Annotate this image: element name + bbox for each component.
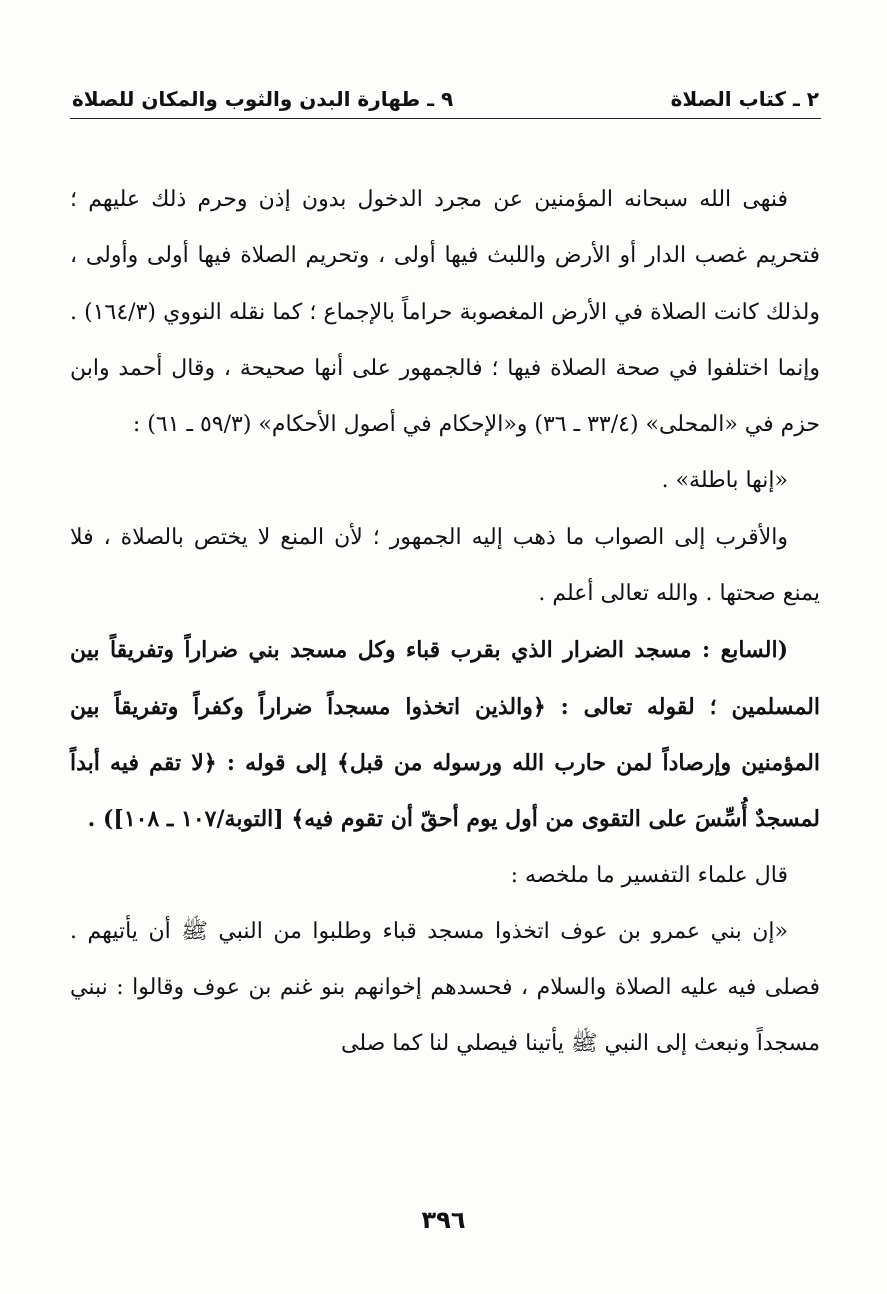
chapter-title: ٢ ـ كتاب الصلاة	[670, 87, 819, 111]
page-body	[70, 172, 820, 1073]
running-header	[72, 84, 819, 114]
paragraph-1: فنهى الله سبحانه المؤمنين عن مجرد الدخول بدون إذن وحرم ذلك عليهم ؛ فتحريم غصب الدار أو الأرض واللبث فيها أولى ، وتحريم الصلاة فيها أولى وأولى ، ولذلك كانت الصلاة في الأرض المغصوبة حراماً بالإجماع ؛ كما نقله النووي (١٦٤/٣) . وإنما اختلفوا في صحة الصلاة فيها ؛ فالجمهور على أنها صحيحة ، وقال أحمد وابن حزم في «المحلى» (٣٣/٤ ـ ٣٦) و«الإحكام في أصول الأحكام» (٥٩/٣ ـ ٦١) :	[70, 187, 820, 438]
paragraph-3: والأقرب إلى الصواب ما ذهب إليه الجمهور ؛ لأن المنع لا يختص بالصلاة ، فلا يمنع صحتها . والله تعالى أعلم .	[70, 524, 820, 607]
section-title: ٩ ـ طهارة البدن والثوب والمكان للصلاة	[72, 87, 454, 111]
header-divider	[70, 118, 821, 119]
page-number: ٣٩٦	[421, 1206, 466, 1234]
paragraph-4-quran-citation: (السابع : مسجد الضرار الذي بقرب قباء وكل مسجد بني ضراراً وتفريقاً بين المسلمين ؛ لقوله تعالى : ﴿والذين اتخذوا مسجداً ضراراً وكفراً وتفريقاً بين المؤمنين وإرصاداً لمن حارب الله ورسوله من قبل﴾ إلى قوله : ﴿لا تقم فيه أبداً لمسجدٌ أُسِّسَ على التقوى من أول يوم أحقّ أن تقوم فيه﴾ [التوبة/١٠٧ ـ ١٠٨]) .	[70, 637, 820, 833]
paragraph-5: قال علماء التفسير ما ملخصه :	[510, 862, 788, 888]
paragraph-2: «إنها باطلة» .	[661, 468, 788, 494]
paragraph-6: «إن بني عمرو بن عوف اتخذوا مسجد قباء وطلبوا من النبي ﷺ أن يأتيهم . فصلى فيه عليه الصلاة والسلام ، فحسدهم إخوانهم بنو غنم بن عوف وقالوا : نبني مسجداً ونبعث إلى النبي ﷺ يأتينا فيصلي لنا كما صلى	[70, 918, 820, 1057]
